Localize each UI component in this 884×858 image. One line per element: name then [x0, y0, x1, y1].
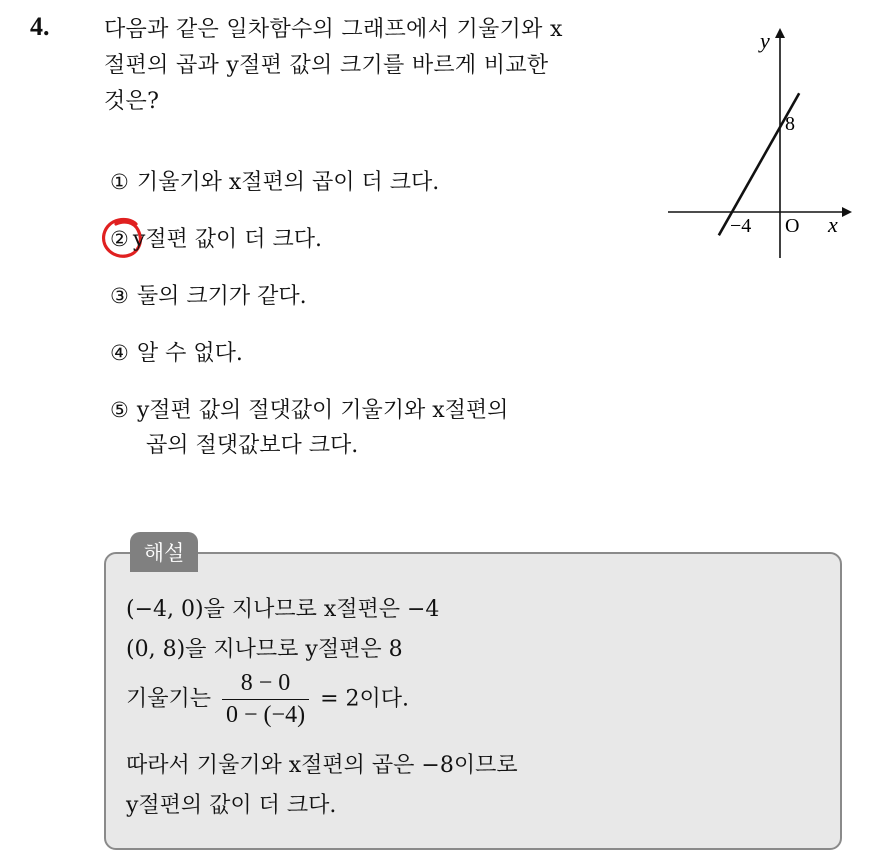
function-graph	[664, 22, 860, 262]
solution-line-2: (0, 8)을 지나므로 y절편은 8	[126, 637, 403, 662]
question-line-2: 절편의 곱과 y절편 값의 크기를 바르게 비교한	[104, 53, 549, 78]
choice-1[interactable]	[110, 164, 439, 201]
choice-2-marker: ②	[110, 227, 129, 251]
question-number: 4.	[30, 12, 50, 41]
choice-5[interactable]	[110, 392, 508, 429]
fraction-denominator: 0 − (−4)	[226, 702, 306, 728]
choice-4-marker: ④	[110, 341, 129, 365]
choice-4[interactable]	[110, 335, 243, 372]
solution-line-4: 따라서 기울기와 x절편의 곱은 −8이므로	[126, 753, 518, 778]
choice-3[interactable]	[110, 278, 307, 315]
choice-1-text: 기울기와 x절편의 곱이 더 크다.	[136, 170, 440, 195]
solution-tab: 해설	[130, 532, 198, 572]
choice-2[interactable]	[110, 221, 322, 258]
choice-5-text: y절편 값의 절댓값이 기울기와 x절편의	[136, 398, 509, 423]
choice-3-marker: ③	[110, 284, 129, 308]
choice-3-text: 둘의 크기가 같다.	[136, 284, 307, 309]
choice-4-text: 알 수 없다.	[136, 341, 243, 366]
question-line-1: 다음과 같은 일차함수의 그래프에서 기울기와 x	[104, 17, 563, 42]
choice-2-text: y절편 값이 더 크다.	[132, 227, 322, 252]
y-axis-label: y	[760, 28, 770, 53]
x-axis-label: x	[828, 212, 838, 237]
solution-slope-line	[126, 670, 409, 729]
choice-5-text-2: 곱의 절댓값보다 크다.	[146, 433, 359, 458]
fraction-numerator: 8 − 0	[222, 670, 309, 700]
choice-5-marker: ⑤	[110, 398, 129, 422]
slope-prefix: 기울기는	[126, 686, 212, 712]
slope-fraction	[222, 670, 309, 729]
x-intercept-label: −4	[730, 215, 752, 237]
question-line-3: 것은?	[104, 89, 160, 114]
y-intercept-label: 8	[785, 113, 795, 135]
choice-1-marker: ①	[110, 170, 129, 194]
slope-suffix: = 2이다.	[320, 686, 409, 712]
solution-line-1: (−4, 0)을 지나므로 x절편은 −4	[126, 597, 440, 622]
question-text	[104, 12, 644, 120]
origin-label: O	[785, 215, 800, 237]
choice-5-line-2	[146, 428, 358, 464]
solution-line-5: y절편의 값이 더 크다.	[126, 793, 337, 818]
